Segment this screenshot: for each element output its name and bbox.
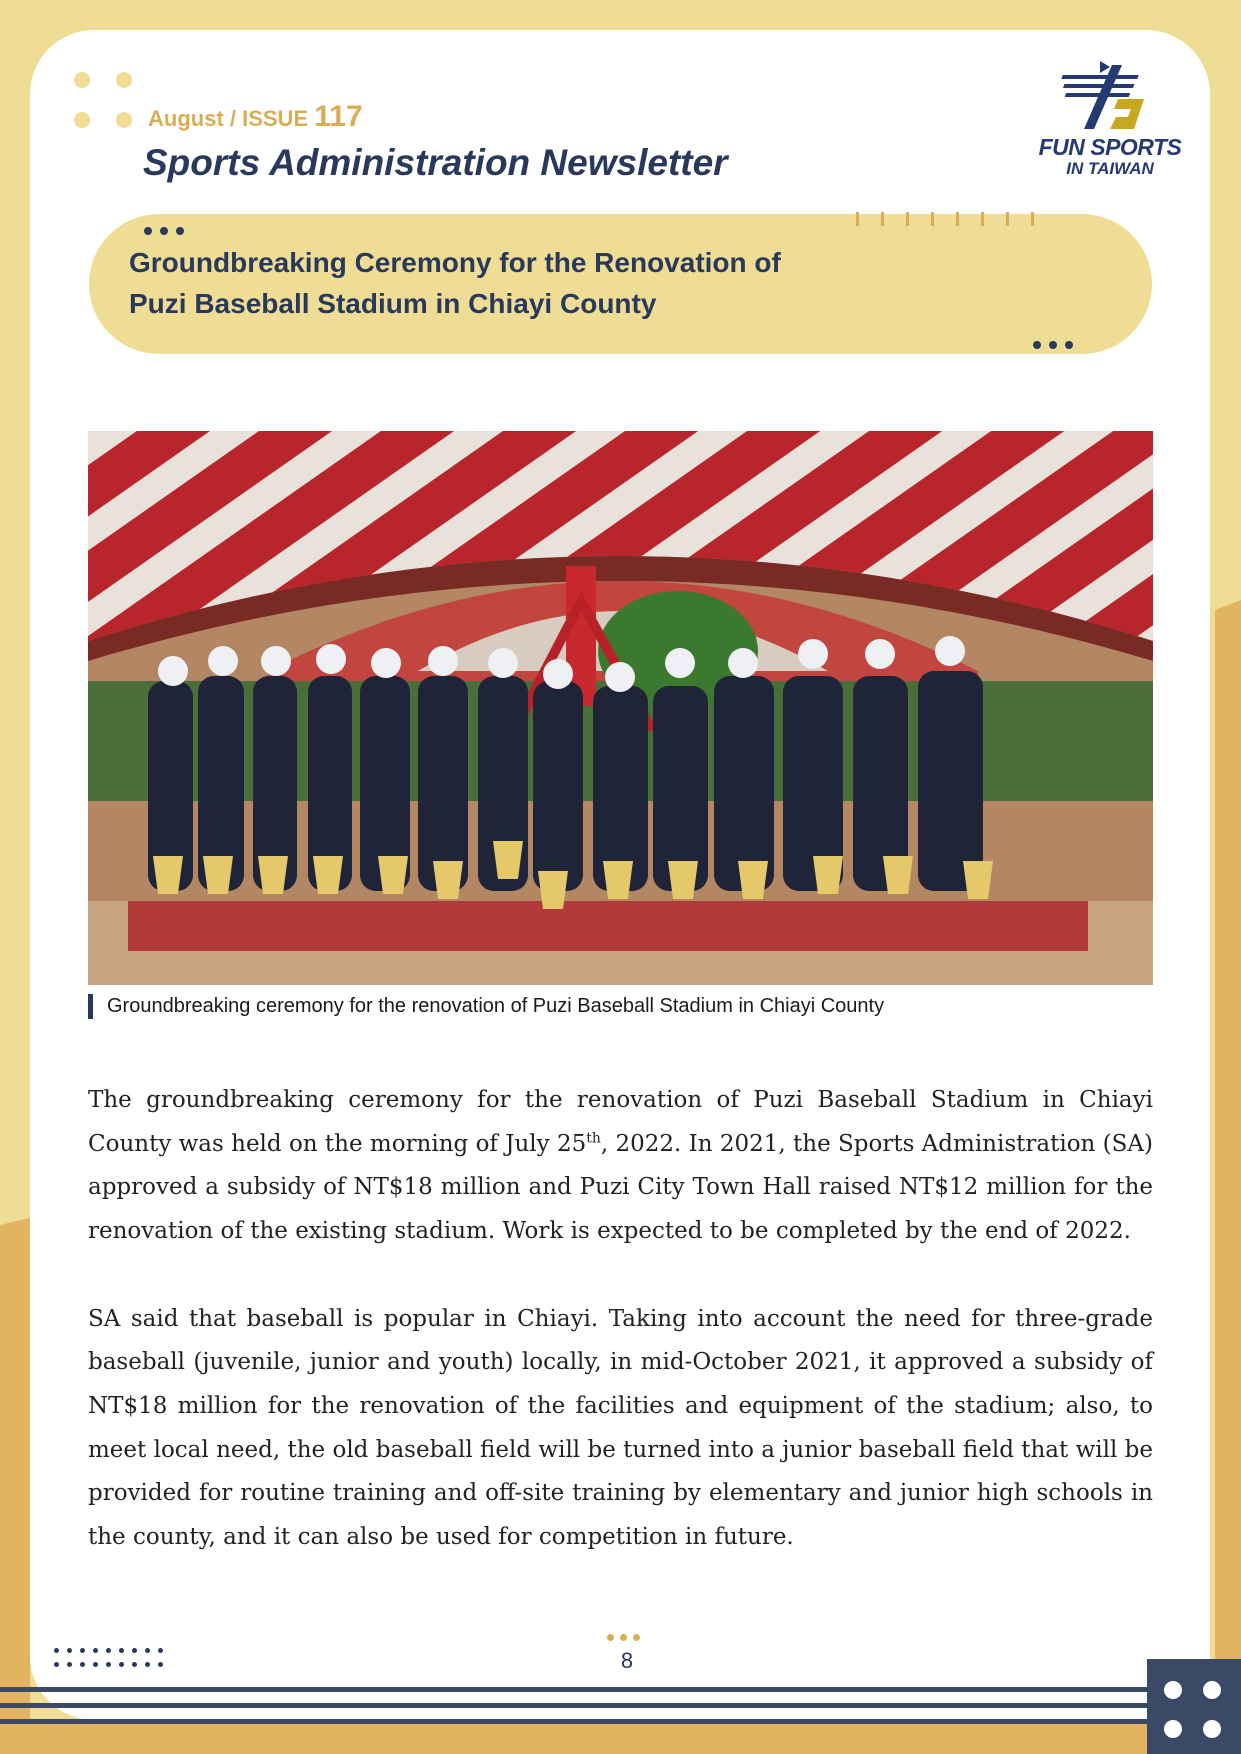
logo-wordmark: FUN SPORTS IN TAIWAN xyxy=(1038,134,1182,178)
article-body xyxy=(88,1079,1153,1603)
article-paragraph-1: The groundbreaking ceremony for the renovation of Puzi Baseball Stadium in Chiayi County was held on the morning of July 25th, 2022. In 2021, the Sports Administration (SA) approved a subsidy of NT$18 million and Puzi City Town Hall raised NT$12 million for the renovation of the existing stadium. Work is expected to be completed by the end of 2022. xyxy=(88,1087,1153,1245)
footer-stripe xyxy=(0,1687,1241,1692)
corner-block xyxy=(1147,1659,1241,1754)
issue-number: 117 xyxy=(314,100,363,133)
newsletter-title: Sports Administration Newsletter xyxy=(143,142,728,183)
footer-stripe xyxy=(0,1719,1241,1724)
footer-stripe xyxy=(0,1703,1241,1708)
banner-ticks xyxy=(856,212,1034,226)
footer-dots xyxy=(54,1648,164,1667)
banner-dots-top xyxy=(144,227,184,235)
photo-caption: Groundbreaking ceremony for the renovation of Puzi Baseball Stadium in Chiayi County xyxy=(88,994,884,1019)
article-headline: Groundbreaking Ceremony for the Renovation of Puzi Baseball Stadium in Chiayi County xyxy=(129,247,781,319)
headline-banner xyxy=(89,214,1152,354)
issue-label: August / ISSUE 117 xyxy=(148,100,363,133)
page-number-dots xyxy=(607,1634,640,1641)
page-number: 8 xyxy=(620,1648,634,1673)
article-paragraph-2: SA said that baseball is popular in Chiayi. Taking into account the need for three-grade baseball (juvenile, junior and youth) locally, in mid-October 2021, it approved a subsidy of NT$18 million for the renovation of the facilities and equipment of the stadium; also, to meet local need, the old baseball field will be turned into a junior baseball field that will be provided for routine training and off-site training by elementary and junior high schools in the county, and it can also be used for competition in future. xyxy=(88,1305,1153,1551)
banner-dots-bottom xyxy=(1033,341,1073,349)
ceremony-photo xyxy=(88,431,1153,985)
